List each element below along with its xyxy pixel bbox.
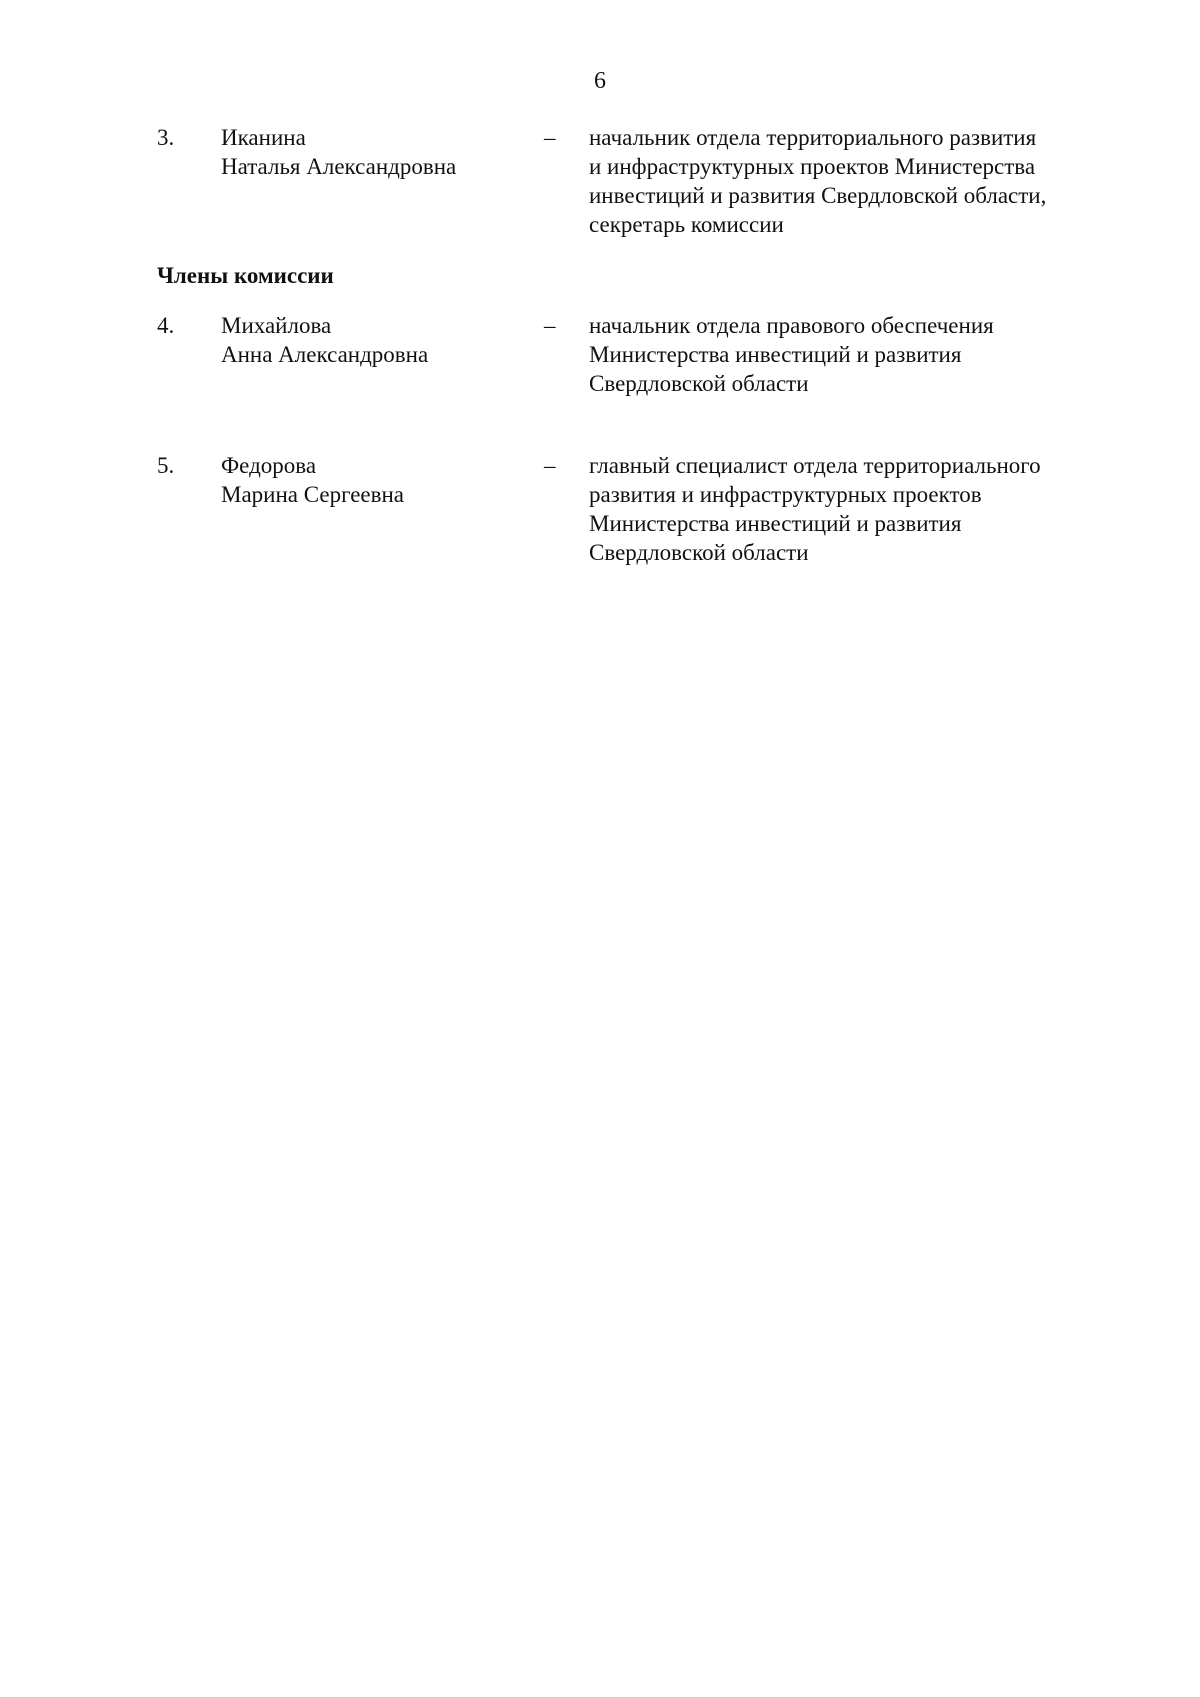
description-line: Свердловской области bbox=[589, 371, 809, 396]
description-line: начальник отдела правового обеспечения bbox=[589, 313, 994, 338]
person-surname: Михайлова bbox=[221, 313, 332, 338]
position-description bbox=[589, 451, 1109, 567]
page-number: 6 bbox=[594, 68, 606, 94]
person-given-names: Наталья Александровна bbox=[221, 154, 457, 179]
dash-separator: – bbox=[544, 313, 556, 338]
person-given-names: Марина Сергеевна bbox=[221, 482, 404, 507]
position-description bbox=[589, 311, 1109, 398]
description-line: и инфраструктурных проектов Министерства bbox=[589, 154, 1036, 179]
person-surname: Федорова bbox=[221, 453, 317, 478]
person-name bbox=[221, 123, 456, 181]
entry-index: 4. bbox=[157, 313, 175, 338]
person-given-names: Анна Александровна bbox=[221, 342, 429, 367]
section-heading-members: Члены комиссии bbox=[157, 263, 334, 288]
entry-index: 5. bbox=[157, 453, 175, 478]
description-line: главный специалист отдела территориального bbox=[589, 453, 1041, 478]
description-line: инвестиций и развития Свердловской области, bbox=[589, 183, 1047, 208]
position-description bbox=[589, 123, 1109, 239]
description-line: развития и инфраструктурных проектов bbox=[589, 482, 982, 507]
entry-index: 3. bbox=[157, 125, 175, 150]
description-line: Свердловской области bbox=[589, 540, 809, 565]
description-line: Министерства инвестиций и развития bbox=[589, 342, 962, 367]
description-line: секретарь комиссии bbox=[589, 212, 784, 237]
dash-separator: – bbox=[544, 453, 556, 478]
description-line: Министерства инвестиций и развития bbox=[589, 511, 962, 536]
person-surname: Иканина bbox=[221, 125, 306, 150]
person-name bbox=[221, 451, 404, 509]
dash-separator: – bbox=[544, 125, 556, 150]
person-name bbox=[221, 311, 428, 369]
description-line: начальник отдела территориального развития bbox=[589, 125, 1037, 150]
